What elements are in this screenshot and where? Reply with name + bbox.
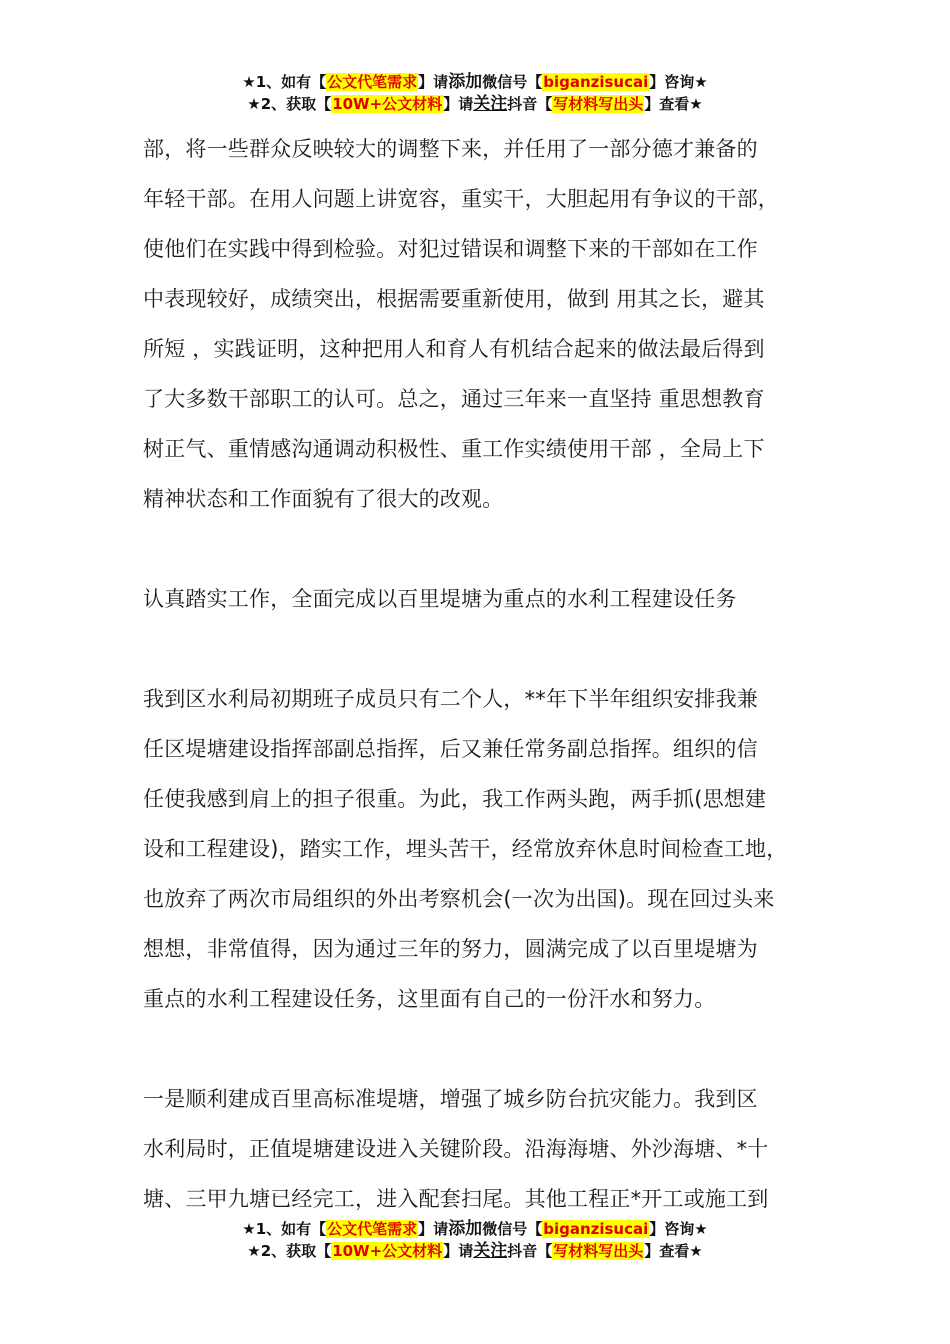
body-line: 所短 ，实践证明，这种把用人和育人有机结合起来的做法最后得到	[143, 337, 765, 361]
body-line: 也放弃了两次市局组织的外出考察机会(一次为出国)。现在回过头来	[143, 887, 775, 911]
body-line: 任区堤塘建设指挥部副总指挥，后又兼任常务副总指挥。组织的信	[143, 737, 758, 761]
banner-line-1	[0, 1218, 950, 1240]
banner-text: ★1、如有【	[242, 1220, 327, 1238]
body-line: 想想，非常值得，因为通过三年的努力，圆满完成了以百里堤塘为	[143, 937, 758, 961]
banner-text: 抖音【	[507, 1242, 553, 1260]
body-line: 一是顺利建成百里高标准堤塘，增强了城乡防台抗灾能力。我到区	[143, 1087, 758, 1111]
banner-text: 微信号【	[482, 73, 543, 91]
paragraph-gap	[143, 1024, 833, 1074]
banner-highlight: 写材料写出头	[553, 95, 644, 113]
body-line: 树正气、重情感沟通调动积极性、重工作实绩使用干部 ，全局上下	[143, 437, 765, 461]
banner-text: 】请	[418, 73, 449, 91]
body-line: 重点的水利工程建设任务，这里面有自己的一份汗水和努力。	[143, 987, 716, 1011]
banner-highlight: 公文代笔需求	[327, 1220, 418, 1238]
banner-text: 】查看★	[644, 95, 703, 113]
footer-banner	[0, 1218, 950, 1262]
banner-line-2	[0, 93, 950, 115]
paragraph-gap	[143, 624, 833, 674]
banner-highlight: 公文代笔需求	[327, 73, 418, 91]
banner-highlight: 写材料写出头	[553, 1242, 644, 1260]
banner-text: 】请	[418, 1220, 449, 1238]
banner-emphasis: 添加	[448, 1219, 483, 1239]
banner-highlight: 10W+公文材料	[332, 95, 443, 113]
paragraph-gap	[143, 524, 833, 574]
banner-text: 抖音【	[507, 95, 553, 113]
body-line: 设和工程建设)，踏实工作，埋头苦干，经常放弃休息时间检查工地，	[143, 837, 788, 861]
banner-text: 】请	[443, 95, 474, 113]
banner-highlight: biganzisucai	[543, 73, 649, 91]
banner-emphasis: 关注	[473, 1241, 508, 1261]
banner-line-1	[0, 71, 950, 93]
banner-highlight: biganzisucai	[543, 1220, 649, 1238]
banner-line-2	[0, 1240, 950, 1262]
banner-text: ★2、获取【	[247, 1242, 332, 1260]
banner-emphasis: 添加	[448, 72, 483, 92]
banner-text: 微信号【	[482, 1220, 543, 1238]
body-line: 中表现较好，成绩突出，根据需要重新使用，做到 用其之长，避其	[143, 287, 765, 311]
banner-text: ★1、如有【	[242, 73, 327, 91]
body-line: 精神状态和工作面貌有了很大的改观。	[143, 487, 504, 511]
banner-text: ★2、获取【	[247, 95, 332, 113]
banner-text: 】查看★	[644, 1242, 703, 1260]
body-line: 水利局时，正值堤塘建设进入关键阶段。沿海海塘、外沙海塘、*十	[143, 1137, 769, 1161]
body-line: 年轻干部。在用人问题上讲宽容，重实干，大胆起用有争议的干部，	[143, 187, 779, 211]
banner-text: 】请	[443, 1242, 474, 1260]
header-banner	[0, 71, 950, 115]
body-line: 我到区水利局初期班子成员只有二个人，**年下半年组织安排我兼	[143, 687, 758, 711]
document-body	[143, 124, 833, 1224]
banner-highlight: 10W+公文材料	[332, 1242, 443, 1260]
body-line: 部，将一些群众反映较大的调整下来，并任用了一部分德才兼备的	[143, 137, 758, 161]
section-heading: 认真踏实工作，全面完成以百里堤塘为重点的水利工程建设任务	[143, 587, 737, 611]
body-line: 塘、三甲九塘已经完工，进入配套扫尾。其他工程正*开工或施工到	[143, 1187, 769, 1211]
banner-emphasis: 关注	[473, 94, 508, 114]
banner-text: 】咨询★	[649, 73, 708, 91]
body-line: 任使我感到肩上的担子很重。为此，我工作两头跑，两手抓(思想建	[143, 787, 767, 811]
body-line: 了大多数干部职工的认可。总之，通过三年来一直坚持 重思想教育	[143, 387, 765, 411]
body-line: 使他们在实践中得到检验。对犯过错误和调整下来的干部如在工作	[143, 237, 758, 261]
banner-text: 】咨询★	[649, 1220, 708, 1238]
